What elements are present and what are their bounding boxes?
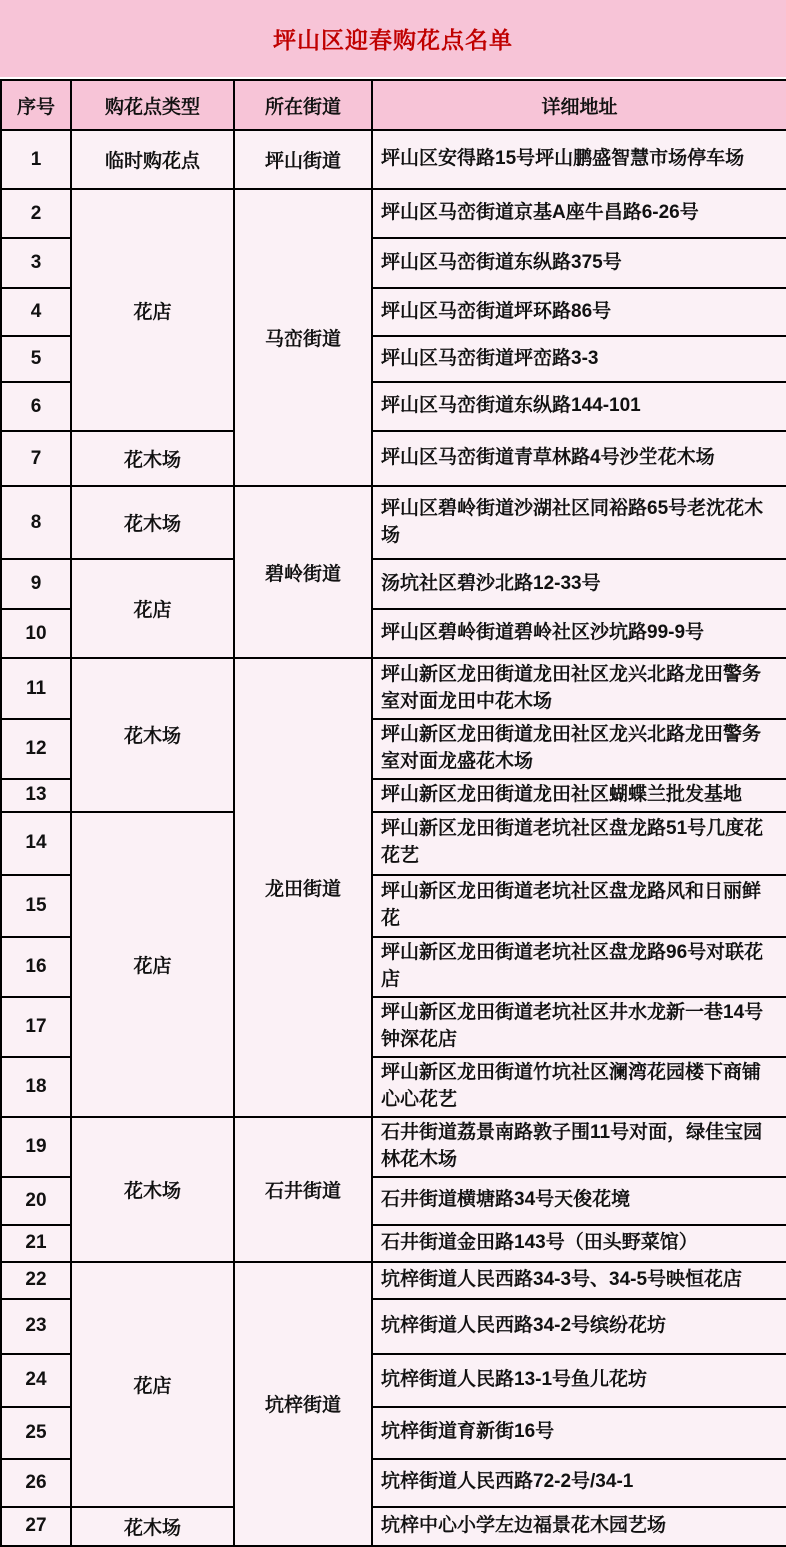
table-row xyxy=(1,812,786,875)
type-cell: 花木场 xyxy=(71,486,234,559)
street-cell: 石井街道 xyxy=(234,1117,372,1262)
row-number-cell: 11 xyxy=(1,658,71,719)
address-cell: 坪山区碧岭街道沙湖社区同裕路65号老沈花木场 xyxy=(372,486,786,559)
header-row xyxy=(1,80,786,130)
row-number-cell: 7 xyxy=(1,431,71,486)
address-cell: 坑梓街道育新街16号 xyxy=(372,1407,786,1459)
col-header-type: 购花点类型 xyxy=(71,80,234,130)
street-cell: 坪山街道 xyxy=(234,130,372,189)
address-cell: 坑梓街道人民西路34-2号缤纷花坊 xyxy=(372,1299,786,1354)
address-cell: 汤坑社区碧沙北路12-33号 xyxy=(372,559,786,609)
address-cell: 坪山区马峦街道坪峦路3-3 xyxy=(372,336,786,382)
table-row xyxy=(1,431,786,486)
address-cell: 坪山区马峦街道东纵路375号 xyxy=(372,238,786,288)
row-number-cell: 19 xyxy=(1,1117,71,1177)
address-cell: 坪山区安得路15号坪山鹏盛智慧市场停车场 xyxy=(372,130,786,189)
row-number-cell: 26 xyxy=(1,1459,71,1507)
col-header-no: 序号 xyxy=(1,80,71,130)
row-number-cell: 14 xyxy=(1,812,71,875)
address-cell: 坪山新区龙田街道老坑社区盘龙路96号对联花店 xyxy=(372,937,786,997)
address-cell: 坪山新区龙田街道龙田社区龙兴北路龙田警务室对面龙盛花木场 xyxy=(372,719,786,779)
address-cell: 坑梓中心小学左边福景花木园艺场 xyxy=(372,1507,786,1546)
address-cell: 坪山新区龙田街道老坑社区盘龙路51号几度花花艺 xyxy=(372,812,786,875)
row-number-cell: 17 xyxy=(1,997,71,1057)
address-cell: 坪山区马峦街道青草林路4号沙坣花木场 xyxy=(372,431,786,486)
flower-points-table xyxy=(0,79,786,1547)
address-cell: 石井街道荔景南路敦子围11号对面，绿佳宝园林花木场 xyxy=(372,1117,786,1177)
address-cell: 坪山区马峦街道东纵路144-101 xyxy=(372,382,786,431)
row-number-cell: 24 xyxy=(1,1354,71,1407)
row-number-cell: 23 xyxy=(1,1299,71,1354)
address-cell: 坪山新区龙田街道老坑社区盘龙路风和日丽鲜花 xyxy=(372,875,786,937)
row-number-cell: 15 xyxy=(1,875,71,937)
address-cell: 坪山区马峦街道坪环路86号 xyxy=(372,288,786,336)
type-cell: 临时购花点 xyxy=(71,130,234,189)
table-row xyxy=(1,1507,786,1546)
type-cell: 花店 xyxy=(71,559,234,658)
row-number-cell: 8 xyxy=(1,486,71,559)
table-row xyxy=(1,658,786,719)
row-number-cell: 16 xyxy=(1,937,71,997)
row-number-cell: 9 xyxy=(1,559,71,609)
street-cell: 龙田街道 xyxy=(234,658,372,1117)
address-cell: 坑梓街道人民路13-1号鱼儿花坊 xyxy=(372,1354,786,1407)
row-number-cell: 10 xyxy=(1,609,71,658)
table-row xyxy=(1,486,786,559)
page-title: 坪山区迎春购花点名单 xyxy=(273,27,513,53)
row-number-cell: 20 xyxy=(1,1177,71,1225)
row-number-cell: 13 xyxy=(1,779,71,812)
row-number-cell: 27 xyxy=(1,1507,71,1546)
street-cell: 马峦街道 xyxy=(234,189,372,486)
row-number-cell: 5 xyxy=(1,336,71,382)
title-banner xyxy=(0,0,786,77)
table-row xyxy=(1,1262,786,1299)
type-cell: 花店 xyxy=(71,1262,234,1507)
street-cell: 碧岭街道 xyxy=(234,486,372,658)
table-row xyxy=(1,559,786,609)
row-number-cell: 3 xyxy=(1,238,71,288)
row-number-cell: 12 xyxy=(1,719,71,779)
address-cell: 坪山新区龙田街道龙田社区蝴蝶兰批发基地 xyxy=(372,779,786,812)
address-cell: 坪山区马峦街道京基A座牛昌路6-26号 xyxy=(372,189,786,238)
address-cell: 坪山区碧岭街道碧岭社区沙坑路99-9号 xyxy=(372,609,786,658)
type-cell: 花木场 xyxy=(71,1507,234,1546)
street-cell: 坑梓街道 xyxy=(234,1262,372,1546)
col-header-address: 详细地址 xyxy=(372,80,786,130)
row-number-cell: 18 xyxy=(1,1057,71,1117)
table-row xyxy=(1,189,786,238)
address-cell: 石井街道金田路143号（田头野菜馆） xyxy=(372,1225,786,1262)
type-cell: 花店 xyxy=(71,812,234,1117)
row-number-cell: 6 xyxy=(1,382,71,431)
row-number-cell: 22 xyxy=(1,1262,71,1299)
type-cell: 花木场 xyxy=(71,658,234,812)
type-cell: 花木场 xyxy=(71,1117,234,1262)
address-cell: 坪山新区龙田街道老坑社区井水龙新一巷14号钟深花店 xyxy=(372,997,786,1057)
row-number-cell: 1 xyxy=(1,130,71,189)
row-number-cell: 25 xyxy=(1,1407,71,1459)
col-header-street: 所在街道 xyxy=(234,80,372,130)
address-cell: 坑梓街道人民西路72-2号/34-1 xyxy=(372,1459,786,1507)
row-number-cell: 4 xyxy=(1,288,71,336)
row-number-cell: 2 xyxy=(1,189,71,238)
table-row xyxy=(1,130,786,189)
address-cell: 坪山新区龙田街道龙田社区龙兴北路龙田警务室对面龙田中花木场 xyxy=(372,658,786,719)
address-cell: 坑梓街道人民西路34-3号、34-5号映恒花店 xyxy=(372,1262,786,1299)
address-cell: 坪山新区龙田街道竹坑社区澜湾花园楼下商铺心心花艺 xyxy=(372,1057,786,1117)
type-cell: 花木场 xyxy=(71,431,234,486)
row-number-cell: 21 xyxy=(1,1225,71,1262)
type-cell: 花店 xyxy=(71,189,234,431)
table-row xyxy=(1,1117,786,1177)
address-cell: 石井街道横塘路34号天俊花境 xyxy=(372,1177,786,1225)
